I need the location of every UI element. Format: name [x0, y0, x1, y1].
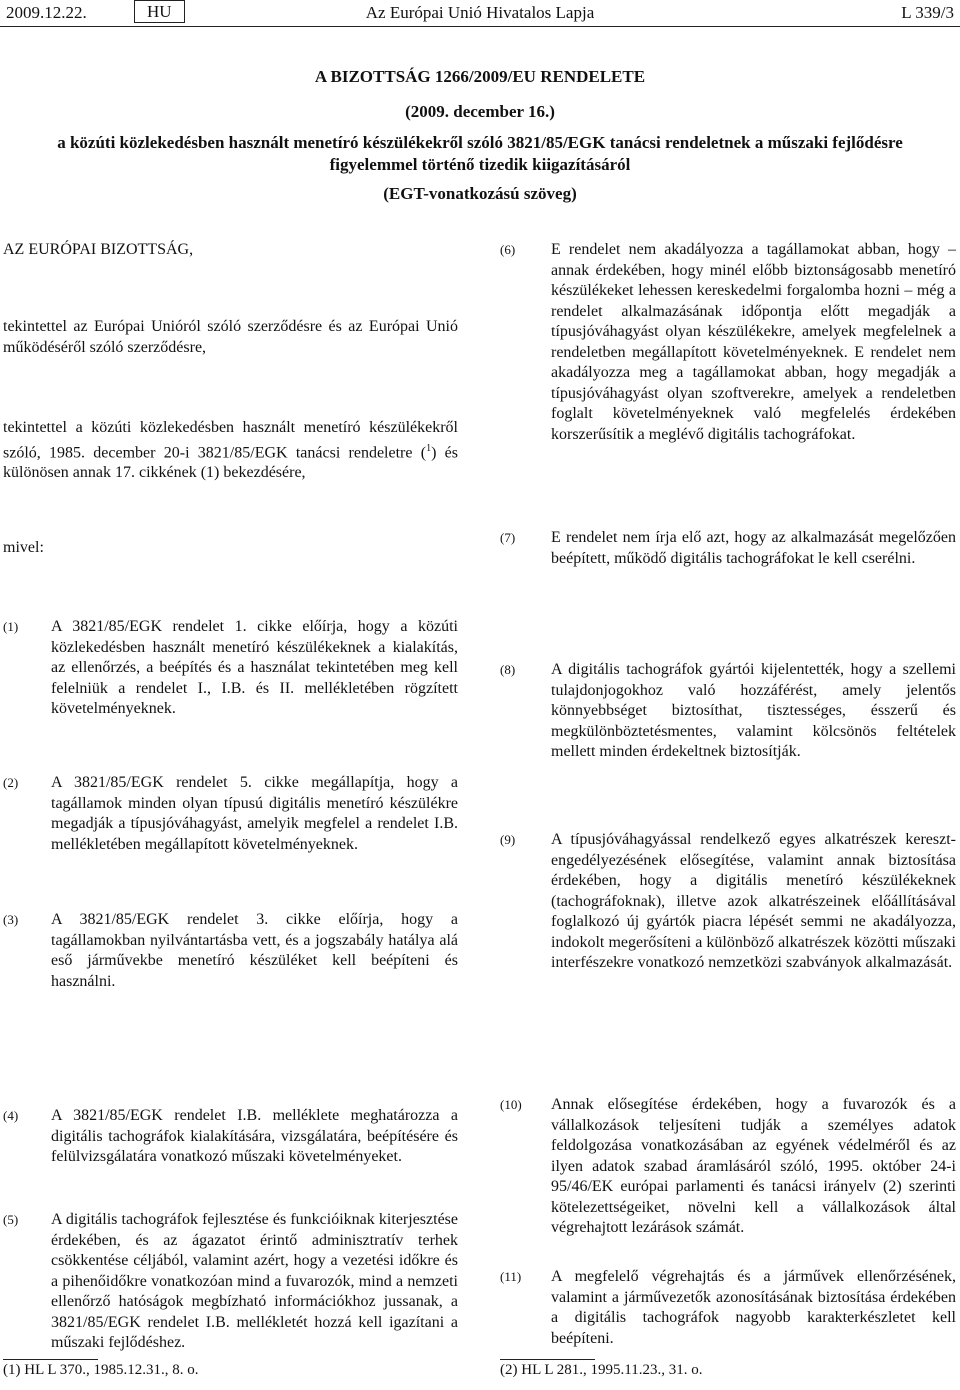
recital-text: Annak elősegítése érdekében, hogy a fuvarozók és a vállalkozások teljesíteni tudják a személyes adatok feldolgozása vonatkozásában az egyének védelméről és az ilyen adatok szabad áramlásáról szóló, 1995. október 24-i 95/46/EK európai parlamenti és tanácsi irányelv (2) szerinti kötelezettségeiket, növelni kell a vállalkozások által végrehajtott lezárások számát. [551, 1096, 956, 1236]
whereas-label: mivel: [3, 539, 44, 556]
recital-number: (7) [500, 530, 516, 545]
journal-title: Az Európai Unió Hivatalos Lapja [365, 3, 595, 22]
regulation-date: (2009. december 16.) [405, 102, 555, 121]
recital-number: (2) [3, 775, 19, 790]
journal-header [0, 0, 960, 27]
opening-formula: AZ EURÓPAI BIZOTTSÁG, [3, 241, 194, 258]
footnote-rule [500, 1359, 595, 1360]
recital-number: (4) [3, 1108, 19, 1123]
recital-treaty: tekintettel az Európai Unióról szóló szerződésre és az Európai Unió működéséről szóló szerződésre, [3, 318, 458, 356]
recital-number: (9) [500, 832, 516, 847]
recital-text: A 3821/85/EGK rendelet 5. cikke megállapítja, hogy a tagállamok minden olyan típusú digitális menetíró készülékre megadják a típusjóváhagyást, amelyik megfelel a rendelet I.B. mellékletében megállapított követelményeknek. [51, 774, 458, 853]
recital-number: (11) [500, 1269, 522, 1284]
footnote-1: (1) HL L 370., 1985.12.31., 8. o. [3, 1362, 199, 1378]
recital-regulation-text-end: ) és különösen annak 17. cikkének (1) bekezdésére, [3, 443, 459, 482]
recital-text: A típusjóváhagyással rendelkező egyes alkatrészek keresztengedélyezésének elősegítése, valamint annak biztosítása érdekében, hogy a digitális menetíró készülékeknek (tachográfoknak), illetve azok alkatrészeinek előállításával foglalkozó új gyártók piacra lépését semmi ne akadályozza, indokolt megerősíteni a különböző alkatrészek közötti műszaki interfészekre vonatkozó nemzetközi szabványok alkalmazását. [551, 831, 956, 971]
recital-regulation [3, 418, 458, 484]
regulation-subject: a közúti közlekedésben használt menetíró készülékekről szóló 3821/85/EGK tanácsi rendeletnek a műszaki fejlődésre figyelemmel történő tizedik kiigazításáról [57, 133, 903, 174]
publication-date: 2009.12.22. [6, 3, 87, 22]
recital-text: E rendelet nem akadályozza a tagállamokat abban, hogy – annak érdekében, hogy minél előbb biztonságosabb menetíró készülékeket lehessen kereskedelmi forgalomba hozni – még a rendelet alkalmazásának időpontja előtt megadják a típusjóváhagyást olyan készülékekre, amelyek megfelelnek a rendeletben megállapított követelményeknek. E rendelet nem akadályozza meg a tagállamokat abban, hogy megadják a típusjóváhagyást olyan szoftverekre, amelyek a rendeletben foglalt követelményeknek való megfelelés érdekében korszerűsítik a meglévő digitális tachográfokat. [551, 241, 956, 443]
recital-text: A 3821/85/EGK rendelet I.B. melléklete meghatározza a digitális tachográfok kialakítására, vizsgálatára, beépítésére és felülvizsgálatára vonatkozó műszaki követelményeket. [51, 1107, 458, 1165]
footnote-ref-1: 1 [426, 442, 432, 454]
recital-number: (6) [500, 242, 516, 257]
recital-number: (5) [3, 1212, 19, 1227]
recital-number: (8) [500, 662, 516, 677]
footnote-rule [3, 1359, 98, 1360]
page-reference: L 339/3 [901, 3, 954, 22]
language-badge: HU [134, 0, 185, 23]
recital-text: A digitális tachográfok fejlesztése és funkcióiknak kiterjesztése érdekében, és az ágazatot érintő adminisztratív terhek csökkentése céljából, valamint azért, hogy a vezetési időkre és a pihenőidőkre vonatkozóan mind a fuvarozók, mind a nemzeti ellenőrző hatóságok megbízható információkhoz jussanak, a 3821/85/EGK rendelet I.B. mellékletét hozzá kell igazítani a műszaki fejlődéshez. [51, 1211, 458, 1351]
recital-number: (1) [3, 619, 19, 634]
recital-text: A megfelelő végrehajtás és a járművek ellenőrzésének, valamint a járművezetők azonosításának biztosítása érdekében a digitális tachográfok nagyobb karakterkészletet kell beépíteni. [551, 1268, 956, 1347]
recital-text: E rendelet nem írja elő azt, hogy az alkalmazását megelőzően beépített, működő digitális tachográfokat le kell cserélni. [551, 529, 956, 567]
eea-relevance: (EGT-vonatkozású szöveg) [383, 184, 577, 203]
recital-regulation-text: tekintettel a közúti közlekedésben használt menetíró készülékekről szóló, 1985. december 20-i 3821/85/EGK tanácsi rendeletre ( [3, 419, 458, 461]
recital-number: (10) [500, 1097, 522, 1112]
recital-text: A 3821/85/EGK rendelet 3. cikke előírja, hogy a tagállamokban nyilvántartásba vett, és a jogszabály hatálya alá eső járművekbe menetíró készüléket kell beépíteni és használni. [51, 911, 458, 990]
recital-text: A 3821/85/EGK rendelet 1. cikke előírja, hogy a közúti közlekedésben használt menetíró készülékeknek a kialakítás, az ellenőrzés, a beépítés és a használat tekintetében meg kell felelniük a rendelet I., I.B. és II. mellékletében rögzített követelményeknek. [51, 618, 458, 717]
recital-number: (3) [3, 912, 19, 927]
regulation-title: A BIZOTTSÁG 1266/2009/EU RENDELETE [314, 67, 646, 86]
recital-text: A digitális tachográfok gyártói kijelentették, hogy a szellemi tulajdonjogokhoz való hozzáférést, amely jelentős könnyebbséget biztosíthat, tisztességes, ésszerű és megkülönböztetésmentes, valamint kölcsönös feltételek mellett minden érdekeltnek biztosítják. [551, 661, 956, 760]
footnote-2: (2) HL L 281., 1995.11.23., 31. o. [500, 1362, 703, 1378]
